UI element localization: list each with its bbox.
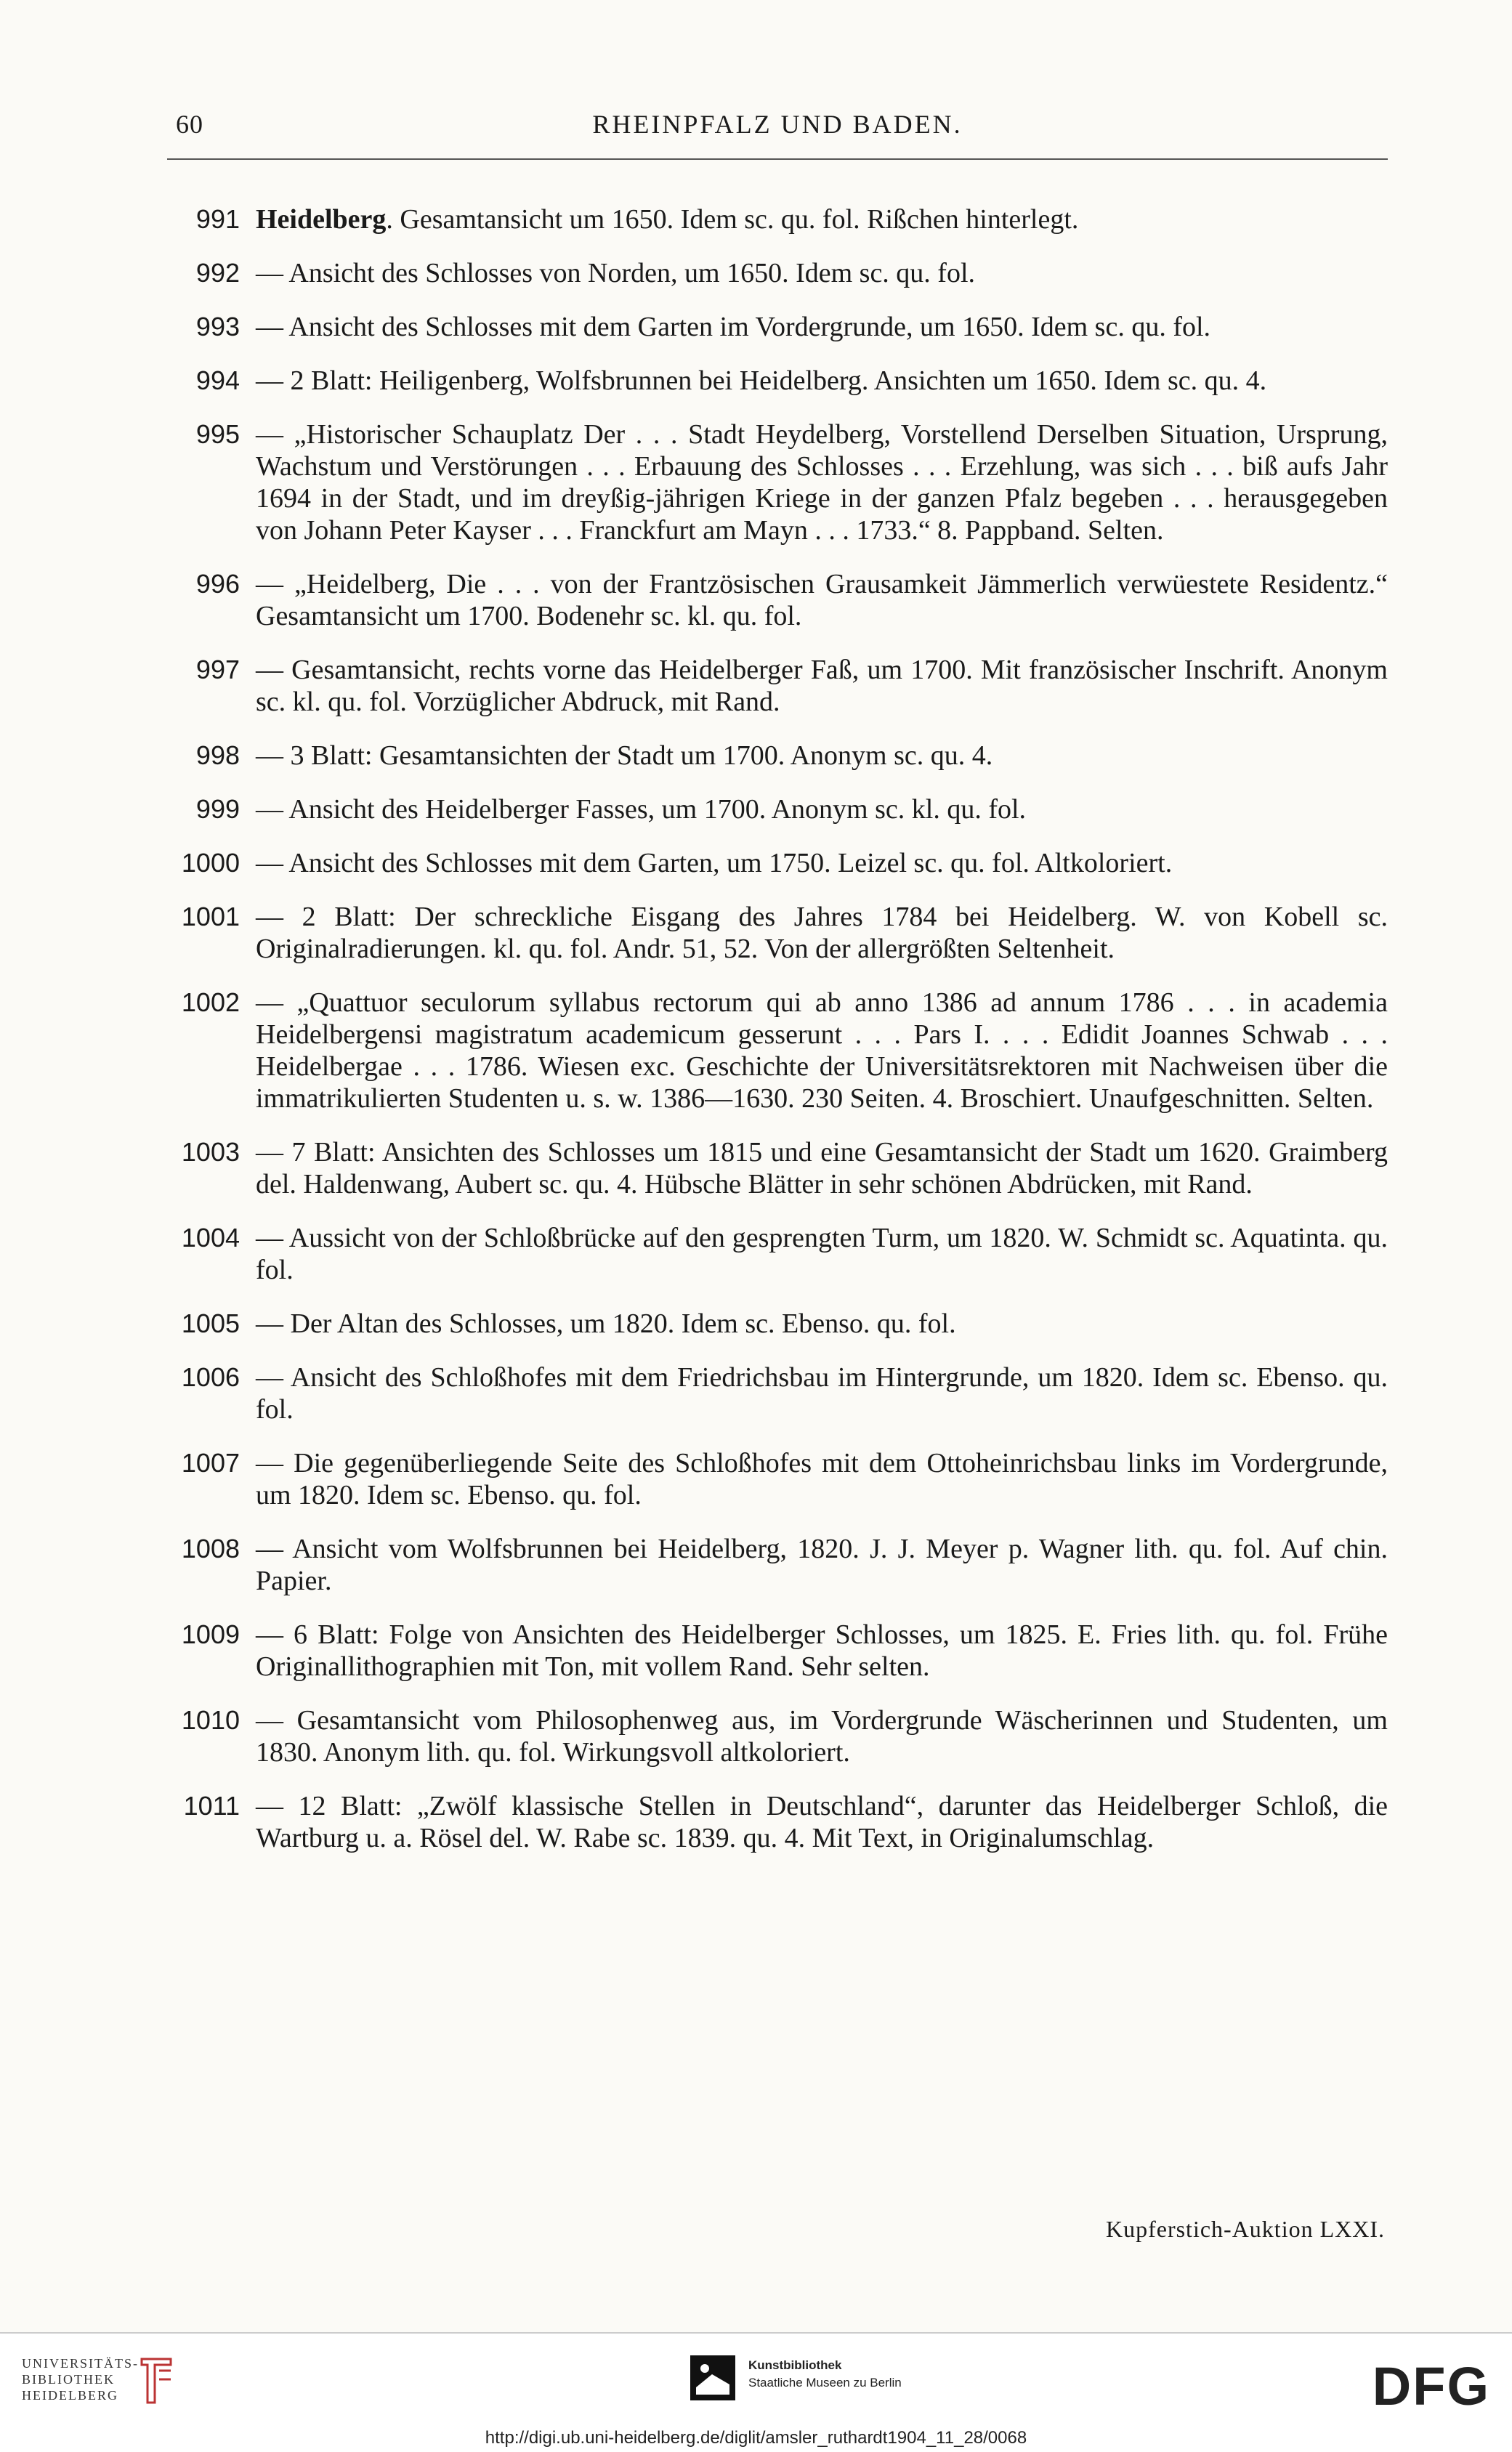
entry-body: — Ansicht des Schlosses mit dem Garten, um 1750. Leizel sc. qu. fol. Altkoloriert. [256, 848, 1173, 878]
entry-text [256, 1308, 1388, 1340]
uni-logo-line2: BIBLIOTHEK [22, 2372, 115, 2387]
entry-lead-word: Heidelberg [256, 204, 387, 235]
running-head [167, 109, 1388, 153]
entry-text [256, 1136, 1388, 1200]
catalog-entries [167, 203, 1388, 1854]
entry-text [256, 311, 1388, 343]
header-rule [167, 158, 1388, 160]
entry-number: 997 [195, 655, 240, 684]
entry-number: 1001 [181, 902, 240, 931]
entry-text [256, 740, 1388, 772]
entry-body: — „Historischer Schauplatz Der . . . Stadt Heydelberg, Vorstellend Derselben Situation, Ursprung, Wachstum und Verstörungen . . . Erbauung des Schlosses . . . Erzehlung, was sich . . . biß aufs Jahr 1694 in der Stadt, und im dreyßig-jährigen Kriege in der ganzen Pfalz begeben . . . herausgegeben von Johann Peter Kayser . . . Franckfurt am Mayn . . . 1733.“ 8. Pappband. Selten. [256, 419, 1388, 546]
entry-body: — Aussicht von der Schloßbrücke auf den gesprengten Turm, um 1820. W. Schmidt sc. Aquatinta. qu. fol. [256, 1223, 1388, 1285]
entry-number: 1008 [181, 1534, 240, 1563]
entry-number: 1004 [181, 1223, 240, 1253]
entry-body: — 2 Blatt: Der schreckliche Eisgang des Jahres 1784 bei Heidelberg. W. von Kobell sc. Originalradierungen. kl. qu. fol. Andr. 51, 52. Von der allergrößten Seltenheit. [256, 902, 1388, 964]
university-library-emblem-icon [134, 2352, 178, 2410]
digitization-footer [0, 2332, 1512, 2452]
source-url[interactable]: http://digi.ub.uni-heidelberg.de/diglit/amsler_ruthardt1904_11_28/0068 [485, 2428, 1027, 2448]
catalog-entry [167, 1447, 1388, 1511]
entry-body: — 6 Blatt: Folge von Ansichten des Heidelberger Schlosses, um 1825. E. Fries lith. qu. fol. Frühe Originallithographien mit Ton, mit vollem Rand. Sehr selten. [256, 1619, 1388, 1682]
entry-number: 994 [195, 365, 240, 395]
dfg-logo[interactable]: DFG [1372, 2356, 1490, 2416]
entry-number: 1009 [181, 1619, 240, 1649]
entry-text [256, 365, 1388, 397]
catalog-entry [167, 568, 1388, 632]
running-title: RHEINPFALZ UND BADEN. [592, 110, 963, 139]
catalog-entry [167, 654, 1388, 718]
entry-number: 1010 [181, 1705, 240, 1735]
kunstbibliothek-label[interactable] [748, 2357, 902, 2392]
entry-text [256, 418, 1388, 546]
entry-text [256, 1619, 1388, 1683]
entry-text [256, 1704, 1388, 1768]
entry-number: 1011 [183, 1791, 240, 1821]
entry-text [256, 901, 1388, 965]
entry-number: 992 [195, 258, 240, 288]
entry-text [256, 257, 1388, 289]
entry-body: — Die gegenüberliegende Seite des Schloßhofes mit dem Ottoheinrichsbau links im Vordergrunde, um 1820. Idem sc. Ebenso. qu. fol. [256, 1448, 1388, 1510]
catalog-entry [167, 311, 1388, 343]
entry-number: 991 [195, 204, 240, 234]
entry-text [256, 654, 1388, 718]
entry-body: — Gesamtansicht vom Philosophenweg aus, im Vordergrunde Wäscherinnen und Studenten, um 1830. Anonym lith. qu. fol. Wirkungsvoll altkoloriert. [256, 1705, 1388, 1768]
university-library-logo[interactable] [22, 2355, 139, 2403]
entry-body: — 12 Blatt: „Zwölf klassische Stellen in Deutschland“, darunter das Heidelberger Schloß, die Wartburg u. a. Rösel del. W. Rabe sc. 1839. qu. 4. Mit Text, in Originalumschlag. [256, 1791, 1388, 1853]
catalog-entry [167, 1308, 1388, 1340]
kb-name: Kunstbibliothek [748, 2358, 842, 2372]
catalog-entry [167, 203, 1388, 235]
entry-number: 1006 [181, 1362, 240, 1392]
entry-number: 1003 [181, 1137, 240, 1167]
catalog-entry [167, 1222, 1388, 1286]
entry-body: — Gesamtansicht, rechts vorne das Heidelberger Faß, um 1700. Mit französischer Inschrift. Anonym sc. kl. qu. fol. Vorzüglicher Abdruck, mit Rand. [256, 655, 1388, 717]
catalog-entry [167, 1136, 1388, 1200]
page-number: 60 [176, 110, 203, 139]
entry-text [256, 1222, 1388, 1286]
catalog-entry [167, 1361, 1388, 1425]
entry-body: — Ansicht des Schloßhofes mit dem Friedrichsbau im Hintergrunde, um 1820. Idem sc. Ebenso. qu. fol. [256, 1362, 1388, 1425]
catalog-entry [167, 1790, 1388, 1854]
uni-logo-line1: UNIVERSITÄTS- [22, 2356, 139, 2371]
entry-text [256, 1533, 1388, 1597]
page-content [167, 109, 1388, 1876]
entry-number: 998 [195, 740, 240, 770]
entry-text [256, 1361, 1388, 1425]
kb-subtitle: Staatliche Museen zu Berlin [748, 2376, 902, 2390]
entry-number: 993 [195, 312, 240, 341]
entry-number: 999 [195, 794, 240, 824]
entry-body: — Ansicht vom Wolfsbrunnen bei Heidelberg, 1820. J. J. Meyer p. Wagner lith. qu. fol. Auf chin. Papier. [256, 1534, 1388, 1596]
catalog-entry [167, 793, 1388, 825]
entry-text [256, 793, 1388, 825]
entry-body: — Ansicht des Schlosses von Norden, um 1650. Idem sc. qu. fol. [256, 258, 976, 288]
uni-logo-line3: HEIDELBERG [22, 2388, 118, 2403]
entry-body: — „Quattuor seculorum syllabus rectorum qui ab anno 1386 ad annum 1786 . . . in academia Heidelbergensi magistratum academicum gesserunt . . . Pars I. . . . Edidit Joannes Schwab . . . Heidelbergae . . . 1786. Wiesen exc. Geschichte der Universitätsrektoren mit Nachweisen über die immatrikulierten Studenten u. s. w. 1386—1630. 230 Seiten. 4. Broschiert. Unaufgeschnitten. Selten. [256, 987, 1388, 1114]
catalog-entry [167, 1533, 1388, 1597]
catalog-entry [167, 740, 1388, 772]
catalog-entry [167, 1619, 1388, 1683]
entry-body: — Ansicht des Heidelberger Fasses, um 1700. Anonym sc. kl. qu. fol. [256, 794, 1027, 825]
entry-text [256, 1790, 1388, 1854]
kunstbibliothek-logo-icon [690, 2355, 735, 2400]
catalog-entry [167, 418, 1388, 546]
entry-body: — „Heidelberg, Die . . . von der Frantzösischen Grausamkeit Jämmerlich verwüestete Residentz.“ Gesamtansicht um 1700. Bodenehr sc. kl. qu. fol. [256, 569, 1388, 631]
entry-number: 1007 [181, 1448, 240, 1478]
entry-number: 1005 [181, 1308, 240, 1338]
catalog-entry [167, 847, 1388, 879]
entry-text [256, 203, 1388, 235]
catalog-entry [167, 1704, 1388, 1768]
entry-text [256, 847, 1388, 879]
entry-body: — 7 Blatt: Ansichten des Schlosses um 1815 und eine Gesamtansicht der Stadt um 1620. Graimberg del. Haldenwang, Aubert sc. qu. 4. Hübsche Blätter in sehr schönen Abdrücken, mit Rand. [256, 1137, 1388, 1199]
entry-number: 995 [195, 419, 240, 449]
entry-body: — Ansicht des Schlosses mit dem Garten im Vordergrunde, um 1650. Idem sc. qu. fol. [256, 312, 1211, 342]
catalog-entry [167, 365, 1388, 397]
entry-body: . Gesamtansicht um 1650. Idem sc. qu. fol. Rißchen hinterlegt. [386, 204, 1079, 235]
catalog-entry [167, 257, 1388, 289]
entry-body: — 3 Blatt: Gesamtansichten der Stadt um 1700. Anonym sc. qu. 4. [256, 740, 993, 771]
entry-text [256, 1447, 1388, 1511]
entry-text [256, 987, 1388, 1114]
entry-body: — 2 Blatt: Heiligenberg, Wolfsbrunnen bei Heidelberg. Ansichten um 1650. Idem sc. qu. 4. [256, 365, 1267, 396]
entry-text [256, 568, 1388, 632]
entry-number: 1002 [181, 987, 240, 1017]
signature-mark: Kupferstich-Auktion LXXI. [1105, 2216, 1385, 2242]
entry-number: 1000 [181, 848, 240, 878]
entry-number: 996 [195, 569, 240, 599]
entry-body: — Der Altan des Schlosses, um 1820. Idem sc. Ebenso. qu. fol. [256, 1308, 956, 1339]
catalog-entry [167, 987, 1388, 1114]
catalog-entry [167, 901, 1388, 965]
